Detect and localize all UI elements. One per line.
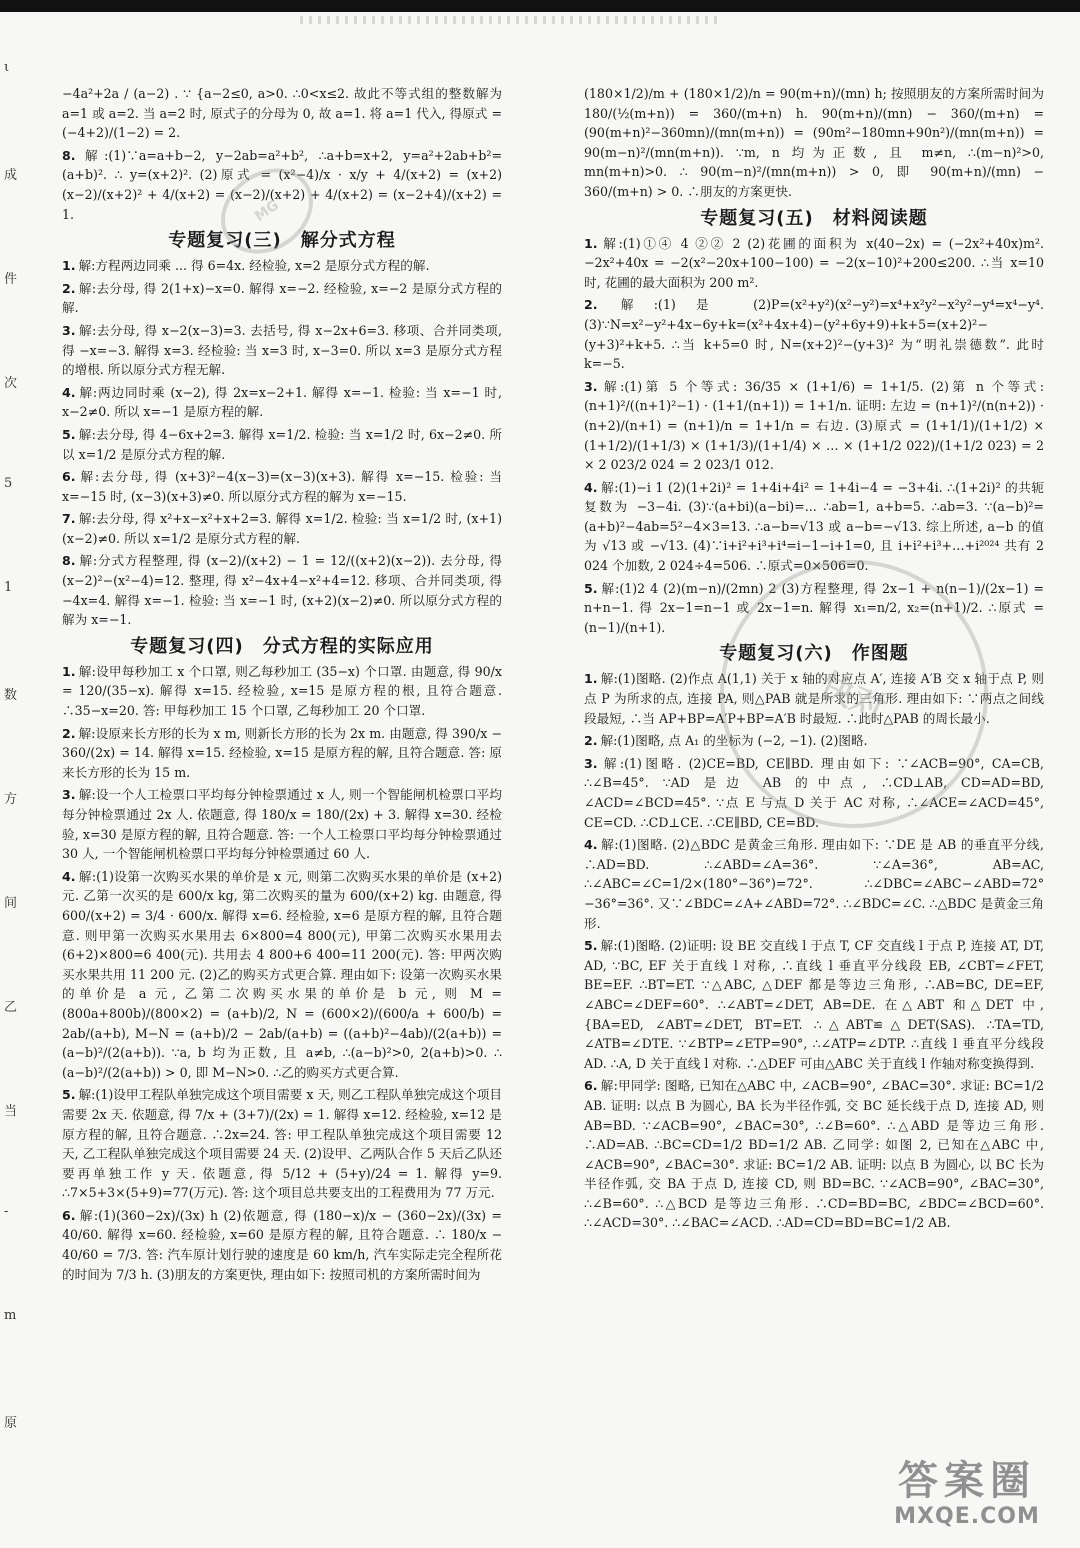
answer-text: 解:分式方程整理, 得 (x−2)/(x+2) − 1 = 12/((x+2)(x−2)). 去分母, 得 (x−2)²−(x²−4)=12. 整理, 得 x²−4x+4−x²+4=12. 移项、合并同类项, 得 −4x=4. 解得 x=−1. 检验: 当 x=−1 时, (x+2)(x−2)≠0. 所以原分式方程的解为 x=−1. — [62, 553, 502, 628]
answer-number: 6. — [584, 1078, 598, 1094]
answer-item — [62, 467, 502, 506]
margin-char: 当 — [4, 1104, 18, 1119]
answer-number: 2. — [62, 280, 76, 296]
answer-item — [62, 1085, 502, 1203]
answer-number: 2. — [584, 733, 598, 749]
answer-item — [62, 425, 502, 464]
margin-char: m — [4, 1308, 17, 1323]
answer-item — [584, 234, 1044, 293]
answer-text: 解:设原来长方形的长为 x m, 则新长方形的长为 2x m. 由题意, 得 390/x − 360/(2x) = 14. 解得 x=15. 经检验, x=15 是原方程的解, 且符合题意. 答: 原来长方形的长为 15 m. — [62, 725, 502, 780]
answer-number: 5. — [62, 426, 76, 442]
answer-number: 7. — [62, 511, 76, 527]
answer-text: 解:(1)图略. (2)作点 A(1,1) 关于 x 轴的对应点 A′, 连接 A′B 交 x 轴于点 P, 则点 P 为所求的点, 连接 PA, 则△PAB 就是所求的三角形. 理由如下: ∵两点之间线段最短, ∴当 AP+BP=A′P+BP=A′B 时最短. ∴此时△PAB 的周长最小. — [584, 671, 1044, 726]
scan-noise — [300, 16, 720, 24]
margin-char: 成 — [4, 168, 18, 183]
margin-char: 原 — [4, 1416, 18, 1431]
answer-item — [584, 377, 1044, 475]
section-title: 专题复习(六) 作图题 — [719, 643, 909, 665]
answer-text: 解:甲同学: 图略, 已知在△ABC 中, ∠ACB=90°, ∠BAC=30°. 求证: BC=1/2 AB. 证明: 以点 B 为圆心, BA 长为半径作弧, 交 BC 延长线于点 D, 连接 AD, 则 AB=BD. ∵∠ACB=90°, ∠BAC=30°, ∴∠B=60°. ∴△ABD 是等边三角形. ∴AD=AB. ∴BC=CD=1/2 BD=1/2 AB. 乙同学: 如图 2, 已知在△ABC 中, ∠ACB=90°, ∠BAC=30°. 求证: BC=1/2 AB. 证明: 以点 B 为圆心, 以 BC 长为半径作弧, 交 BA 于点 D, 连接 CD, 则 BD=BC. ∵∠ACB=90°, ∠BAC=30°, ∴∠B=60°. ∴△BCD 是等边三角形. ∴CD=BD=BC, ∠BDC=∠BCD=60°. ∴∠ACD=30°. ∴∠BAC=∠ACD. ∴AD=CD=BD=BC=1/2 AB. — [584, 1078, 1044, 1231]
answer-text: 解:(1)图略. (2)CE=BD, CE∥BD. 理由如下: ∵∠ACB=90°, CA=CB, ∴∠B=45°. ∵AD 是边 AB 的中点, ∴CD⊥AB, CD=AD=BD, ∠ACD=∠BCD=45°. ∵点 E 与点 D 关于 AC 对称, ∴∠ACE=∠ACD=45°, CE=CD. ∴CD⊥CE. ∴CE∥BD, CE=BD. — [584, 755, 1044, 830]
margin-char: 1 — [4, 580, 13, 595]
answer-item — [62, 551, 502, 629]
answer-number: 3. — [584, 755, 598, 771]
margin-char: 间 — [4, 896, 18, 911]
answer-text: 解:(1)2 4 (2)(m−n)/(2mn) 2 (3)方程整理, 得 2x−1 + n(n−1)/(2x−1) = n+n−1. 得 2x−1=n−1 或 2x−1=n. 解得 x₁=n/2, x₂=(n+1)/2. ∴原式 = (n−1)/(n+1). — [584, 580, 1044, 635]
section-title: 专题复习(四) 分式方程的实际应用 — [130, 635, 434, 657]
watermark-stamp-large: 快对 — [676, 516, 1032, 872]
margin-char: 方 — [4, 792, 18, 807]
answer-number: 1. — [62, 258, 76, 274]
answer-item — [62, 785, 502, 863]
answer-text: 解:(1)(360−2x)/(3x) h (2)依题意, 得 (180−x)/x − (360−2x)/(3x) = 40/60. 解得 x=60. 经检验, x=60 是原方程的解, 且符合题意. ∴ 180/x − 40/60 = 7/3. 答: 汽车原计划行驶的速度是 60 km/h, 汽车实际走完全程所花的时间为 7/3 h. (3)朋友的方案更快, 理由如下: 按照司机的方案所需时间为 — [62, 1207, 502, 1282]
margin-char: ι — [4, 60, 10, 75]
margin-char: 次 — [4, 376, 18, 391]
answer-number: 8. — [62, 147, 76, 163]
logo-url: MXQE.COM — [894, 1504, 1040, 1529]
answer-number: 4. — [62, 868, 76, 884]
answer-number: 4. — [584, 837, 598, 853]
answer-item — [584, 295, 1044, 373]
answer-text: 解:(1)①④ 4 ②② 2 (2)花圃的面积为 x(40−2x) = (−2x²+40x)m². −2x²+40x = −2(x²−20x+100−100) = −2(x−10)²+200≤200. ∴当 x=10 时, 花圃的最大面积为 200 m². — [584, 235, 1044, 290]
answer-text: 解:设一个人工检票口平均每分钟检票通过 x 人, 则一个智能闸机检票口平均每分钟检票通过 2x 人. 依题意, 得 180/x = 180/(2x) + 3. 解得 x=30. 经检验, x=30 是原方程的解, 且符合题意. 答: 一个人工检票口平均每分钟检票通过 30 人, 一个智能闸机检票口平均每分钟检票通过 60 人. — [62, 787, 502, 862]
answer-number: 1. — [584, 235, 598, 251]
answer-number: 3. — [62, 787, 76, 803]
answer-number: 6. — [62, 1207, 76, 1223]
answer-text: 解:(1)图略, 点 A₁ 的坐标为 (−2, −1). (2)图略. — [600, 733, 868, 749]
answer-item — [584, 1076, 1044, 1233]
answer-text: (180×1/2)/m + (180×1/2)/n = 90(m+n)/(mn) h; 按照朋友的方案所需时间为 180/(½(m+n)) = 360/(m+n) h. 90(m+n)/(mn) − 360/(m+n) = (90(m+n)²−360mn)/(mn(m+n)) = (90m²−180mn+90n²)/(mn(m+n)) = 90(m−n)²/(mn(m+n)). ∵m, n 均为正数, 且 m≠n, ∴(m−n)²>0, mn(m+n)>0. ∴ 90(m−n)²/(mn(m+n)) > 0, 即 90(m+n)/(mn) − 360/(m+n) > 0. ∴朋友的方案更快. — [584, 86, 1044, 199]
margin-char: 乙 — [4, 1000, 18, 1015]
answer-number: 1. — [62, 663, 76, 679]
answer-number: 2. — [584, 297, 598, 313]
logo-title: 答案圈 — [898, 1458, 1036, 1504]
answer-number: 4. — [62, 384, 76, 400]
answer-text: 解:两边同时乘 (x−2), 得 2x=x−2+1. 解得 x=−1. 检验: 当 x=−1 时, x−2≠0. 所以 x=−1 是原方程的解. — [62, 384, 502, 420]
answer-number: 2. — [62, 725, 76, 741]
answer-item — [584, 478, 1044, 576]
answer-item — [584, 835, 1044, 933]
answer-item — [62, 84, 502, 143]
answer-text: 解:(1)∵a=a+b−2, y−2ab=a²+b², ∴a+b=x+2, y=a²+2ab+b²=(a+b)². ∴ y=(x+2)². (2)原式 = (x²−4)/x · x/y + 4/(x+2) = (x+2)(x−2)/(x+2)² + 4/(x+2) = (x−2)/(x+2) + 4/(x+2) = (x−2+4)/(x+2) = 1. — [62, 147, 502, 222]
section-title: 专题复习(五) 材料阅读题 — [700, 207, 928, 229]
answer-item — [62, 383, 502, 422]
answer-text: 解:(1)−i 1 (2)(1+2i)² = 1+4i+4i² = 1+4i−4 = −3+4i. ∴(1+2i)² 的共轭复数为 −3−4i. (3)∵(a+bi)(a−bi)=... ∴ab=1, a+b=5. ∴ab=3. ∵(a−b)²=(a+b)²−4ab=5²−4×3=13. ∴a−b=√13 或 a−b=−√13. 综上所述, a−b 的值为 √13 或 −√13. (4)∵i+i²+i³+i⁴=i−1−i+1=0, 且 i+i²+i³+…+i²⁰²⁴ 共有 2 024 个加数, 2 024÷4=506. ∴原式=0×506=0. — [584, 479, 1044, 574]
answer-text: 解:去分母, 得 x²+x−x²+x+2=3. 解得 x=1/2. 检验: 当 x=1/2 时, (x+1)(x−2)≠0. 所以 x=1/2 是原分式方程的解. — [62, 511, 502, 546]
margin-char: - — [4, 1204, 9, 1219]
answer-text: 解:(1)图略. (2)证明: 设 BE 交直线 l 于点 T, CF 交直线 l 于点 P, 连接 AT, DT, AD, ∵BC, EF 关于直线 l 对称, ∴直线 l 垂直平分线段 EB, ∠CBT=∠FET, BE=EF. ∴BT=ET. ∵△ABC, △DEF 都是等边三角形, ∴AB=BC, DE=EF, ∠ABC=∠DEF=60°. ∴∠ABT=∠DET, AB=DE. 在△ABT 和△DET 中, {BA=ED, ∠ABT=∠DET, BT=ET. ∴△ABT≌△DET(SAS). ∴TA=TD, ∠ATB=∠DTE. ∵∠BTP=∠ETP=90°, ∴∠ATP=∠DTP. ∴直线 l 垂直平分线段 AD. ∴A, D 关于直线 l 对称. ∴△DEF 可由△ABC 关于直线 l 作轴对称变换得到. — [584, 938, 1044, 1071]
answer-item — [62, 509, 502, 548]
answer-item — [62, 867, 502, 1083]
answer-item — [62, 724, 502, 783]
margin-char: 件 — [4, 272, 18, 287]
answer-number: 4. — [584, 479, 598, 495]
answer-number: 3. — [584, 378, 598, 394]
answer-item — [62, 321, 502, 380]
answer-text: 解:(1)是 (2)P=(x²+y²)(x²−y²)=x⁴+x²y²−x²y²−y⁴=x⁴−y⁴. (3)∵N=x²−y²+4x−6y+k=(x²+4x+4)−(y²+6y+9)+k+5=(x+2)²−(y+3)²+k+5. ∴当 k+5=0 时, N=(x+2)²−(y+3)² 为“明礼崇德数”. 此时 k=−5. — [584, 297, 1044, 372]
answer-item — [62, 662, 502, 721]
section-title: 专题复习(三) 解分式方程 — [168, 230, 396, 252]
answer-text: 解:设甲每秒加工 x 个口罩, 则乙每秒加工 (35−x) 个口罩. 由题意, 得 90/x = 120/(35−x). 解得 x=15. 经检验, x=15 是原方程的根, 且符合题意. ∴35−x=20. 答: 甲每秒加工 15 个口罩, 乙每秒加工 20 个口罩. — [62, 663, 502, 719]
margin-char: 数 — [4, 688, 18, 703]
margin-char: 5 — [4, 476, 13, 491]
answer-text: 解:去分母, 得 (x+3)²−4(x−3)=(x−3)(x+3). 解得 x=−15. 检验: 当 x=−15 时, (x−3)(x+3)≠0. 所以原分式方程的解为 x=−15. — [62, 469, 502, 504]
answer-text: 解:(1)图略. (2)△BDC 是黄金三角形. 理由如下: ∵DE 是 AB 的垂直平分线, ∴AD=BD. ∴∠ABD=∠A=36°. ∵∠A=36°, AB=AC, ∴∠ABC=∠C=1/2×(180°−36°)=72°. ∴∠DBC=∠ABC−∠ABD=72°−36°=36°. 又∵∠BDC=∠A+∠ABD=72°. ∴∠BDC=∠C. ∴△BDC 是黄金三角形. — [584, 837, 1044, 931]
top-edge-bar — [0, 0, 1080, 12]
answer-text: 解:(1)设甲工程队单独完成这个项目需要 x 天, 则乙工程队单独完成这个项目需要 2x 天. 依题意, 得 7/x + (3+7)/(2x) = 1. 解得 x=12. 经检验, x=12 是原方程的解, 且符合题意. ∴2x=24. 答: 甲工程队单独完成这个项目需要 12 天, 乙工程队单独完成这个项目需要 24 天. (2)设甲、乙两队合作 5 天后乙队还要再单独工作 y 天. 依题意, 得 5/12 + (5+y)/24 = 1. 解得 y=9. ∴7×5+3×(5+9)=77(万元). 答: 这个项目总共要支出的工程费用为 77 万元. — [62, 1087, 502, 1201]
answer-item — [62, 256, 502, 276]
site-logo — [872, 1458, 1062, 1538]
answer-number: 5. — [584, 938, 598, 954]
answer-text: 解:方程两边同乘 ... 得 6=4x. 经检验, x=2 是原分式方程的解. — [78, 258, 430, 274]
answer-number: 3. — [62, 322, 76, 338]
answer-number: 5. — [584, 580, 598, 596]
answer-item — [62, 279, 502, 318]
answer-text: 解:(1)第 5 个等式: 36/35 × (1+1/6) = 1+1/5. (2)第 n 个等式: (n+1)²/((n+1)²−1) · (1+1/(n+1)) = 1+1/n. 证明: 左边 = (n+1)²/(n(n+2)) · (n+2)/(n+1) = (n+1)/n = 1+1/n = 右边. (3)原式 = (1+1/1)/(1+1/2) × (1+1/2)/(1+1/3) × (1+1/3)/(1+1/4) × … × (1+1/2 022)/(1+1/2 023) = 2 × 2 023/2 024 = 2 023/1 012. — [584, 378, 1044, 473]
watermark-stamp-small: MG — [204, 151, 329, 271]
answer-number: 8. — [62, 553, 76, 569]
answer-text: 解:去分母, 得 2(1+x)−x=0. 解得 x=−2. 经检验, x=−2 是原分式方程的解. — [62, 280, 502, 316]
answer-text: 解:去分母, 得 4−6x+2=3. 解得 x=1/2. 检验: 当 x=1/2 时, 6x−2≠0. 所以 x=1/2 是原分式方程的解. — [62, 426, 502, 462]
left-margin-fragments — [0, 60, 26, 1540]
answer-text: 解:去分母, 得 x−2(x−3)=3. 去括号, 得 x−2x+6=3. 移项、合并同类项, 得 −x=−3. 解得 x=3. 经检验: 当 x=3 时, x−3=0. 所以 x=3 是原分式方程的增根. 所以原分式方程无解. — [62, 322, 502, 378]
answer-text: 解:(1)设第一次购买水果的单价是 x 元, 则第二次购买水果的单价是 (x+2) 元. 乙第一次买的是 600/x kg, 第二次购买的量为 600/(x+2) kg. 由题意, 得 600/(x+2) = 3/4 · 600/x. 解得 x=6. 经检验, x=6 是原方程的解, 且符合题意. 则甲第一次购买水果用去 6×800=4 800(元), 甲第二次购买水果用去 (6+2)×800=6 400(元). 共用去 4 800+6 400=11 200(元). 答: 甲两次购买水果共用 11 200 元. (2)乙的购买方式更合算. 理由如下: 设第一次购买水果的单价是 a 元, 乙第二次购买水果的单价是 b 元, 则 M = (800a+800b)/(800×2) = (a+b)/2, N = (600×2)/(600/a + 600/b) = 2ab/(a+b), M−N = (a+b)/2 − 2ab/(a+b) = ((a+b)²−4ab)/(2(a+b)) = (a−b)²/(2(a+b)). ∵a, b 均为正数, 且 a≠b, ∴(a−b)²>0, 2(a+b)>0. ∴ (a−b)²/(2(a+b)) > 0, 即 M−N>0. ∴乙的购买方式更合算. — [62, 868, 502, 1080]
answer-text: −4a²+2a / (a−2) . ∵ {a−2≤0, a>0. ∴0<x≤2. 故此不等式组的整数解为 a=1 或 a=2. 当 a=2 时, 原式子的分母为 0, 故 a=1. 将 a=1 代入, 得原式 = (−4+2)/(1−2) = 2. — [62, 86, 502, 141]
answer-item — [62, 1206, 502, 1284]
answer-number: 6. — [62, 469, 76, 485]
answer-number: 1. — [584, 671, 598, 687]
answer-item — [584, 84, 1044, 202]
answer-number: 5. — [62, 1087, 76, 1103]
left-answer-column — [62, 84, 502, 1524]
answer-item — [584, 936, 1044, 1073]
